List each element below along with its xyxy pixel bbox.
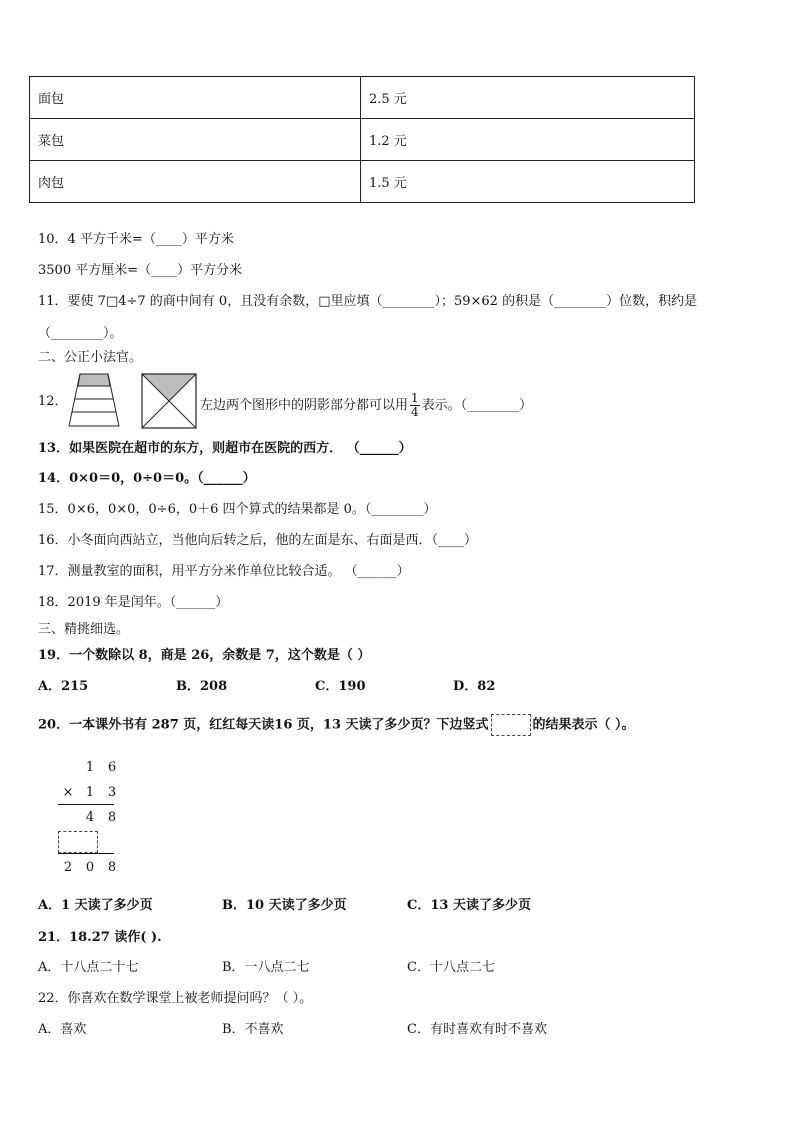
question-15: 15．0×6，0×0，0÷6，0＋6 四个算式的结果都是 0。（________） bbox=[38, 502, 437, 517]
digit: 1 bbox=[85, 760, 95, 775]
price-cell: 1.5 元 bbox=[361, 161, 695, 203]
question-11a: 11．要使 7□4÷7 的商中间有 0，且没有余数，□里应填（________）；59×62 的积是（________）位数，积约是 bbox=[38, 294, 698, 309]
digit: 0 bbox=[85, 860, 95, 875]
question-12-text-b: 表示。（________） bbox=[421, 398, 533, 413]
question-22: 22．你喜欢在数学课堂上被老师提问吗？（ ）。 bbox=[38, 991, 313, 1006]
q20-option-c[interactable]: C．13 天读了多少页 bbox=[407, 898, 531, 913]
q19-option-a[interactable]: A．215 bbox=[38, 679, 89, 694]
section-2-heading: 二、公正小法官。 bbox=[38, 350, 143, 365]
price-cell: 2.5 元 bbox=[361, 77, 695, 119]
question-17: 17．测量教室的面积，用平方分米作单位比较合适。 （______） bbox=[38, 564, 410, 579]
section-3-heading: 三、精挑细选。 bbox=[38, 622, 130, 637]
q22-option-c[interactable]: C．有时喜欢有时不喜欢 bbox=[407, 1022, 547, 1037]
q20-option-b[interactable]: B．10 天读了多少页 bbox=[222, 898, 347, 913]
q22-option-a[interactable]: A．喜欢 bbox=[38, 1022, 87, 1037]
dashed-box bbox=[58, 831, 98, 853]
price-table bbox=[29, 76, 695, 203]
q21-option-a[interactable]: A．十八点二十七 bbox=[38, 960, 139, 975]
question-13: 13．如果医院在超市的东方，则超市在医院的西方． （______） bbox=[38, 441, 412, 456]
q22-option-b[interactable]: B．不喜欢 bbox=[222, 1022, 284, 1037]
table-row bbox=[30, 77, 695, 119]
question-10a: 10．4 平方千米=（____）平方米 bbox=[38, 232, 234, 247]
digit: 1 bbox=[85, 785, 95, 800]
q19-option-c[interactable]: C．190 bbox=[315, 679, 366, 694]
digit: 2 bbox=[63, 860, 73, 875]
digit: 3 bbox=[107, 785, 117, 800]
question-20 bbox=[38, 714, 635, 736]
item-cell: 菜包 bbox=[30, 119, 361, 161]
question-12-text bbox=[200, 392, 532, 419]
table-row bbox=[30, 161, 695, 203]
question-18: 18．2019 年是闰年。（______） bbox=[38, 595, 229, 610]
digit: 8 bbox=[107, 860, 117, 875]
item-cell: 面包 bbox=[30, 77, 361, 119]
question-20-text-a: 20．一本课外书有 287 页，红红每天读16 页，13 天读了多少页？下边竖式 bbox=[38, 717, 489, 733]
divider-line bbox=[58, 853, 114, 854]
question-20-text-b: 的结果表示（ ）。 bbox=[532, 717, 635, 733]
q19-option-d[interactable]: D．82 bbox=[453, 679, 496, 694]
trapezoid-figure bbox=[66, 372, 122, 428]
dashed-box bbox=[491, 714, 531, 736]
question-16: 16．小冬面向西站立，当他向后转之后，他的左面是东、右面是西．（____） bbox=[38, 533, 478, 548]
fraction bbox=[410, 392, 420, 419]
question-21: 21．18.27 读作( ). bbox=[38, 930, 162, 945]
q19-option-b[interactable]: B．208 bbox=[176, 679, 228, 694]
question-14: 14．0×0＝0，0÷0＝0。（______） bbox=[38, 471, 256, 486]
q21-option-b[interactable]: B．一八点二七 bbox=[222, 960, 310, 975]
divider-line bbox=[58, 804, 114, 805]
price-cell: 1.2 元 bbox=[361, 119, 695, 161]
question-11b: （________）。 bbox=[38, 326, 123, 341]
q21-option-c[interactable]: C．十八点二七 bbox=[407, 960, 495, 975]
question-12-number: 12． bbox=[38, 394, 68, 409]
table-row bbox=[30, 119, 695, 161]
q20-option-a[interactable]: A．1 天读了多少页 bbox=[38, 898, 153, 913]
digit: 4 bbox=[85, 810, 95, 825]
times-sign: × bbox=[62, 785, 74, 800]
question-19: 19．一个数除以 8，商是 26，余数是 7，这个数是（ ） bbox=[38, 648, 371, 663]
fraction-denominator: 4 bbox=[411, 405, 419, 419]
square-figure bbox=[141, 373, 197, 429]
fraction-numerator: 1 bbox=[411, 391, 419, 405]
question-10b: 3500 平方厘米=（____）平方分米 bbox=[38, 263, 243, 278]
digit: 8 bbox=[107, 810, 117, 825]
item-cell: 肉包 bbox=[30, 161, 361, 203]
question-12-text-a: 左边两个图形中的阴影部分都可以用 bbox=[200, 398, 409, 413]
digit: 6 bbox=[107, 760, 117, 775]
